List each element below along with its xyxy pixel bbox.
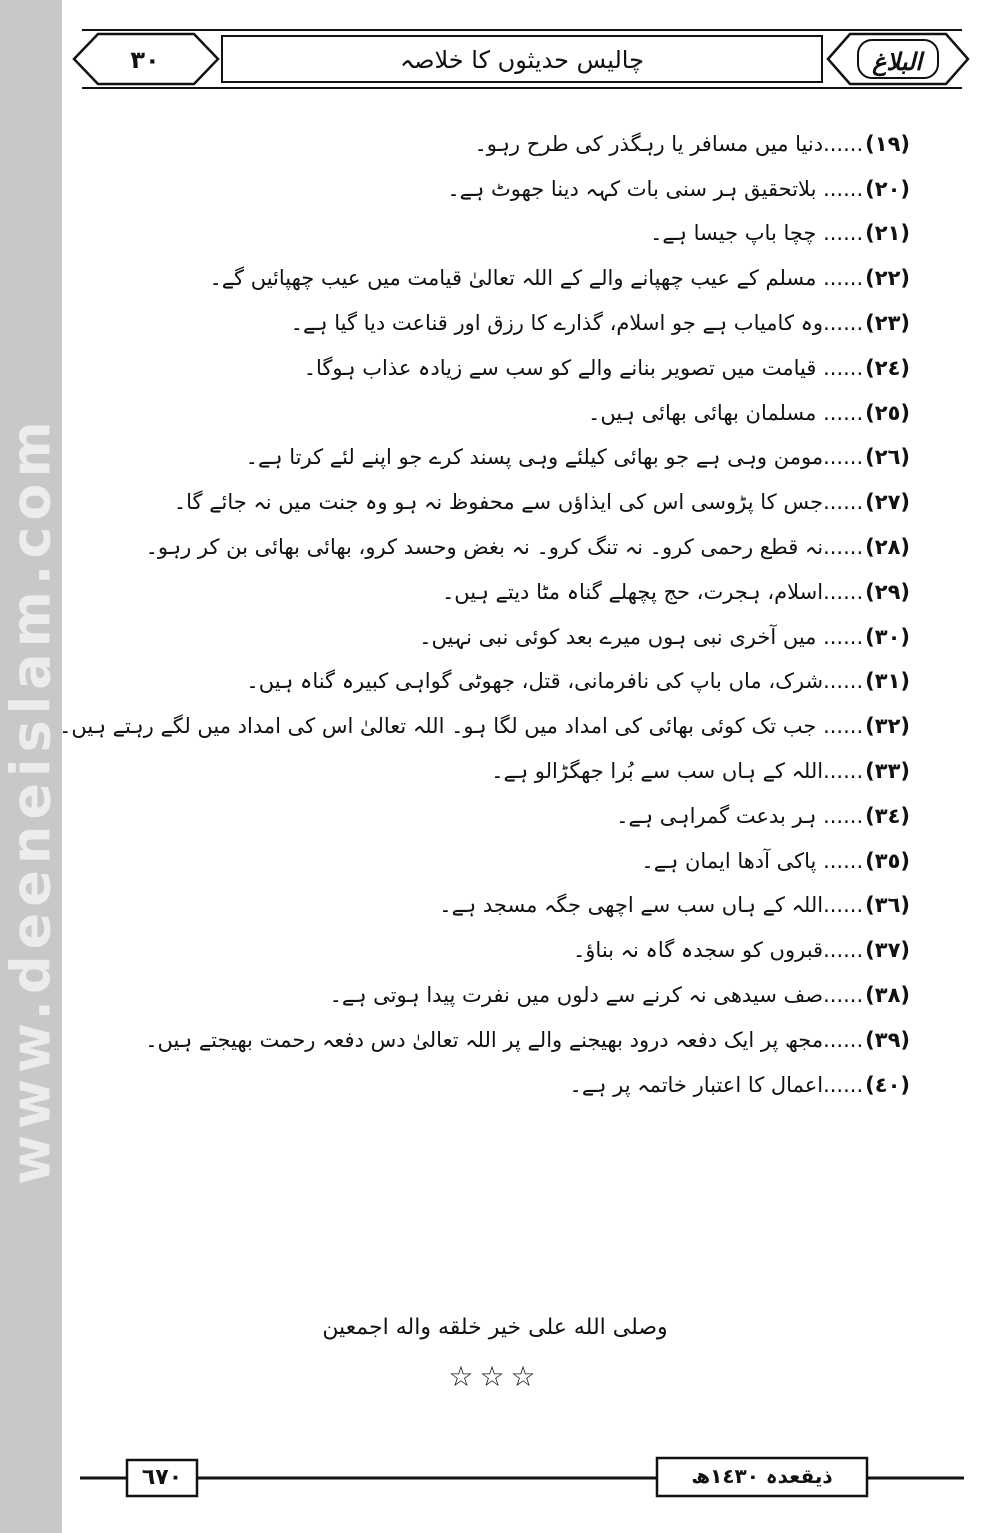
list-item: [70, 525, 910, 570]
hadith-number: (٣٩): [865, 1027, 910, 1052]
hadith-number: (٤٠): [865, 1072, 910, 1097]
hadith-number: (٢٤): [865, 355, 910, 380]
hadith-number: (٣٥): [865, 848, 910, 873]
page-title: چالیس حدیثوں کا خلاصہ: [400, 46, 644, 74]
list-item: [70, 256, 910, 301]
hadith-number: (٢٩): [865, 579, 910, 604]
header-page-number: ٣٠: [130, 46, 160, 74]
hadith-number: (٢٨): [865, 534, 910, 559]
hadith-text: ......اللہ کے ہاں سب سے اچھی جگہ مسجد ہے۔: [439, 893, 864, 918]
hadith-text: ...... جب تک کوئی بھائی کی امداد میں لگا ہو۔ اللہ تعالیٰ اس کی امداد میں لگے رہتے ہیں۔: [59, 714, 864, 739]
hadith-number: (٣٢): [865, 714, 910, 739]
hadith-number: (٣٠): [865, 624, 910, 649]
hadith-text: ...... مسلمان بھائی بھائی ہیں۔: [588, 400, 864, 425]
footer-page-number: ٦٧٠: [141, 1464, 183, 1490]
hadith-number: (٢٦): [865, 445, 910, 470]
hadith-text: ......قبروں کو سجدہ گاہ نہ بناؤ۔: [572, 938, 864, 963]
list-item: [70, 928, 910, 973]
hadith-number: (٣٤): [865, 803, 910, 828]
issue-date: ذیقعدہ ١٤٣٠ھ: [691, 1464, 833, 1488]
hadith-text: ......اسلام، ہجرت، حج پچھلے گناہ مٹا دیتے ہیں۔: [441, 579, 864, 604]
hadith-text: ......مومن وہی ہے جو بھائی کیلئے وہی پسند کرے جو اپنے لئے کرتا ہے۔: [245, 445, 864, 470]
hadith-number: (٣٣): [865, 758, 910, 783]
hadith-text: ...... مسلم کے عیب چھپانے والے کے اللہ تعالیٰ قیامت میں عیب چھپائیں گے۔: [209, 266, 864, 291]
hadith-number: (٣٦): [865, 893, 910, 918]
hadith-text: ...... ہر بدعت گمراہی ہے۔: [616, 803, 864, 828]
page-footer: [72, 1440, 972, 1510]
list-item: [70, 660, 910, 705]
list-item: [70, 615, 910, 660]
hadith-number: (٢٧): [865, 490, 910, 515]
list-item: [70, 391, 910, 436]
list-item: [70, 794, 910, 839]
list-item: [70, 212, 910, 257]
hadith-number: (١٩): [865, 131, 910, 156]
albalagh-logo: البلاغ: [872, 46, 922, 76]
side-watermark-strip: [0, 0, 62, 1533]
hadith-number: (٢٥): [865, 400, 910, 425]
hadith-number: (٣٨): [865, 982, 910, 1007]
hadith-text: ......شرک، ماں باپ کی نافرمانی، قتل، جھوٹی گواہی کبیرہ گناہ ہیں۔: [246, 669, 864, 694]
hadith-text: ......نہ قطع رحمی کرو۔ نہ تنگ کرو۔ نہ بغض وحسد کرو، بھائی بھائی بن کر رہو۔: [145, 534, 864, 559]
list-item: [70, 480, 910, 525]
hadith-number: (٣١): [865, 669, 910, 694]
list-item: [70, 346, 910, 391]
list-item: [70, 749, 910, 794]
hadith-text: ...... چچا باپ جیسا ہے۔: [650, 221, 864, 246]
list-item: [70, 839, 910, 884]
page-header: [72, 22, 972, 102]
hadith-list: [59, 122, 910, 1108]
closing-salutation: وصلى الله على خير خلقه واله اجمعين: [322, 1315, 668, 1340]
hadith-text: ...... پاکی آدھا ایمان ہے۔: [641, 848, 864, 873]
list-item: [59, 704, 910, 749]
hadith-text: ......جس کا پڑوسی اس کی ایذاؤں سے محفوظ نہ ہو وہ جنت میں نہ جائے گا۔: [173, 490, 864, 515]
hadith-text: ...... قیامت میں تصویر بنانے والے کو سب سے زیادہ عذاب ہوگا۔: [303, 355, 864, 380]
list-item: [70, 122, 910, 167]
list-item: [70, 301, 910, 346]
hadith-text: ......صف سیدھی نہ کرنے سے دلوں میں نفرت پیدا ہوتی ہے۔: [329, 982, 864, 1007]
hadith-text: ......اعمال کا اعتبار خاتمہ پر ہے۔: [569, 1072, 864, 1097]
hadith-number: (٢٣): [865, 310, 910, 335]
hadith-text: ......اللہ کے ہاں سب سے بُرا جھگڑالو ہے۔: [491, 758, 864, 783]
list-item: [70, 1063, 910, 1108]
list-item: [70, 570, 910, 615]
hadith-text: ......دنیا میں مسافر یا رہگذر کی طرح رہو۔: [474, 131, 864, 156]
hadith-text: ...... بلاتحقیق ہر سنی بات کہہ دینا جھوٹ ہے۔: [447, 176, 864, 201]
list-item: [70, 436, 910, 481]
hadith-text: ...... میں آخری نبی ہوں میرے بعد کوئی نبی نہیں۔: [419, 624, 864, 649]
list-item: [70, 884, 910, 929]
hadith-number: (٣٧): [865, 938, 910, 963]
hadith-text: ......وہ کامیاب ہے جو اسلام، گذارے کا رزق اور قناعت دیا گیا ہے۔: [290, 310, 864, 335]
hadith-text: ......مجھ پر ایک دفعہ درود بھیجنے والے پر اللہ تعالیٰ دس دفعہ رحمت بھیجتے ہیں۔: [145, 1027, 864, 1052]
website-watermark: www.deeneislam.com: [0, 415, 63, 1185]
hadith-number: (٢٢): [865, 266, 910, 291]
list-item: [70, 973, 910, 1018]
hadith-number: (٢٠): [865, 176, 910, 201]
hadith-number: (٢١): [865, 221, 910, 246]
star-ornament: ☆☆☆: [448, 1360, 542, 1393]
list-item: [70, 1018, 910, 1063]
list-item: [70, 167, 910, 212]
